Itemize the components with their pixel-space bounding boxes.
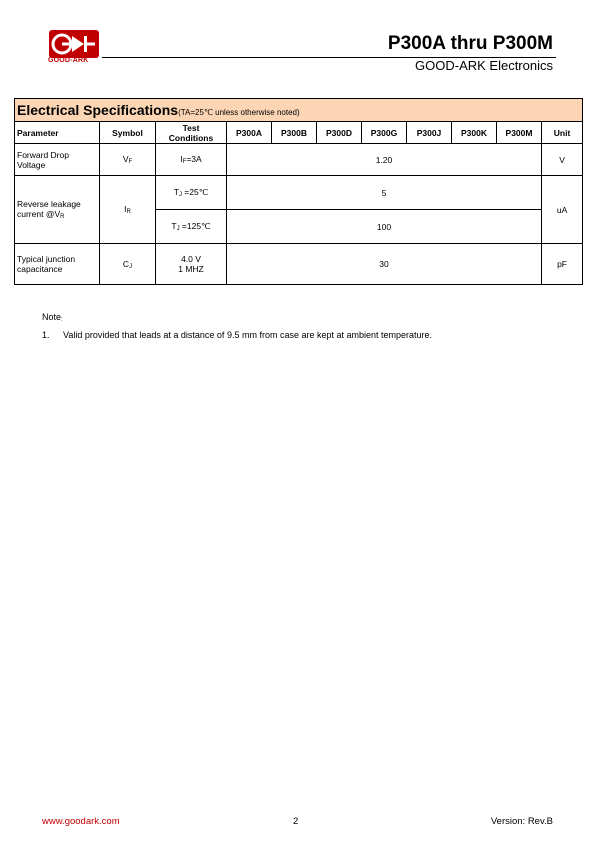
condition-cell (156, 210, 227, 244)
header-test-conditions-line1: Test (182, 122, 200, 133)
symbol-sub: F (128, 159, 133, 165)
table-header-row (15, 122, 583, 144)
condition-line: 4.0 V (181, 254, 201, 264)
symbol-cell (100, 144, 156, 176)
param-line: Voltage (17, 159, 46, 170)
param-line (17, 209, 97, 220)
table-row (15, 244, 583, 285)
param-line: Reverse leakage (17, 199, 81, 209)
param-line: Forward Drop (17, 149, 69, 160)
value-cell: 1.20 (227, 144, 542, 176)
logo-mark-icon (48, 29, 100, 59)
table-title: Electrical Specifications (17, 102, 179, 118)
header-part: P300M (497, 122, 542, 144)
condition-main: T (171, 221, 177, 231)
part-title: P300A thru P300M (387, 33, 553, 54)
condition-main: I (180, 154, 183, 164)
header-part: P300G (362, 122, 407, 144)
param-cell (15, 244, 100, 285)
param-sub: R (60, 214, 65, 220)
param-cell (15, 176, 100, 244)
header-part: P300A (227, 122, 272, 144)
company-name: GOOD-ARK Electronics (415, 58, 553, 73)
footer-page-number: 2 (293, 816, 299, 827)
header-symbol: Symbol (100, 122, 156, 144)
unit-cell: V (542, 144, 583, 176)
note-text: Valid provided that leads at a distance of 9.5 mm from case are kept at ambient temperature. (63, 330, 433, 340)
value-cell: 30 (227, 244, 542, 285)
condition-cell (156, 144, 227, 176)
note-label-text: Note (42, 312, 62, 322)
symbol-cell (100, 176, 156, 244)
param-text: current @V (17, 209, 61, 219)
condition-sub: F (182, 159, 187, 165)
company-logo (48, 29, 100, 59)
footer-version: Version: Rev.B (490, 816, 553, 827)
header-part: P300K (452, 122, 497, 144)
unit-cell: pF (542, 244, 583, 285)
header-part: P300D (317, 122, 362, 144)
header-part: P300J (407, 122, 452, 144)
symbol-cell (100, 244, 156, 285)
header-part: P300B (272, 122, 317, 144)
symbol: V (122, 154, 129, 164)
note-label (42, 312, 63, 323)
param-cell (15, 144, 100, 176)
header-unit: Unit (542, 122, 583, 144)
condition-rest: =25℃ (181, 187, 209, 197)
condition-sub: J (176, 226, 180, 232)
condition-cell (156, 176, 227, 210)
header-test-conditions-line2: Conditions (168, 132, 214, 143)
table-title-note: (TA=25℃ unless otherwise noted) (178, 108, 300, 117)
header-test-conditions (156, 122, 227, 144)
condition-rest: =125℃ (179, 221, 211, 231)
symbol: C (122, 258, 130, 269)
header-parameter: Parameter (15, 122, 100, 144)
condition-line: 1 MHZ (178, 264, 204, 274)
table-row (15, 144, 583, 176)
condition-rest: =3A (186, 154, 202, 164)
table-row (15, 176, 583, 210)
value-cell: 5 (227, 176, 542, 210)
symbol-sub: R (126, 209, 131, 215)
note-label-suffix: : (61, 317, 63, 323)
param-line: capacitance (17, 264, 63, 274)
condition-main: T (173, 187, 179, 197)
note-number: 1. (42, 330, 50, 340)
condition-sub: J (178, 192, 182, 198)
logo-text: GOOD-ARK (48, 57, 89, 64)
footer-website-link[interactable]: www.goodark.com (42, 816, 120, 827)
param-line: Typical junction (17, 254, 76, 264)
unit-cell: uA (542, 176, 583, 244)
symbol: I (124, 204, 127, 214)
note-item (42, 330, 432, 340)
value-cell: 100 (227, 210, 542, 244)
electrical-spec-table (14, 98, 583, 285)
table-title-row (15, 99, 583, 122)
symbol-sub: J (129, 263, 133, 270)
condition-cell (156, 244, 227, 285)
